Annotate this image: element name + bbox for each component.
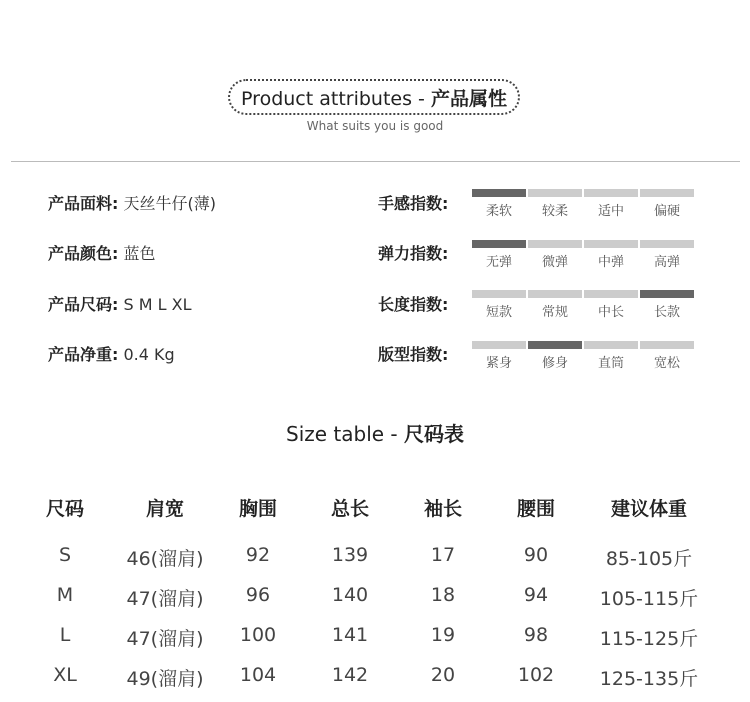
index-fit-segment	[528, 341, 582, 349]
table-cell-weight: 85-105斤	[605, 548, 693, 570]
table-cell-length: 139	[331, 544, 369, 566]
table-cell-chest: 96	[245, 584, 271, 606]
table-cell-size: L	[59, 624, 71, 646]
table-cell-shoulder: 49(溜肩)	[126, 668, 204, 690]
table-cell-size: XL	[53, 664, 77, 686]
table-cell-sleeve: 20	[430, 664, 456, 686]
table-cell-shoulder: 46(溜肩)	[126, 548, 204, 570]
table-cell-waist: 94	[523, 584, 549, 606]
index-fit-option-label: 宽松	[653, 356, 680, 371]
attr-color	[48, 241, 156, 264]
attr-weight	[48, 342, 175, 365]
table-cell-sleeve: 17	[430, 544, 456, 566]
attr-fabric-label: 产品面料:	[48, 194, 119, 213]
attr-weight-label: 产品净重:	[48, 345, 119, 364]
attr-color-value: 蓝色	[118, 244, 156, 263]
table-cell-size: S	[58, 544, 72, 566]
attr-color-label: 产品颜色:	[48, 244, 119, 263]
table-cell-chest: 92	[245, 544, 271, 566]
index-elasticity-option-label: 微弹	[541, 255, 568, 270]
index-length-option-label: 长款	[653, 305, 680, 320]
index-length-segment	[584, 290, 638, 298]
table-header-shoulder: 肩宽	[145, 498, 184, 520]
table-cell-sleeve: 19	[430, 624, 456, 646]
divider	[11, 161, 740, 162]
index-length-segment	[640, 290, 694, 298]
section-title-badge	[228, 79, 520, 115]
attr-size	[48, 292, 192, 315]
section-subtitle: What suits you is good	[306, 119, 444, 133]
index-feel-segment	[640, 189, 694, 197]
table-cell-waist: 102	[517, 664, 555, 686]
index-elasticity-segment	[640, 240, 694, 248]
index-fit-option-label: 紧身	[485, 356, 512, 371]
index-length-option-label: 常规	[541, 305, 568, 320]
size-table-title-en: Size table -	[286, 422, 404, 446]
index-elasticity-segment	[528, 240, 582, 248]
table-cell-size: M	[56, 584, 74, 606]
table-cell-waist: 98	[523, 624, 549, 646]
table-cell-chest: 104	[239, 664, 277, 686]
index-elasticity-option-label: 无弹	[485, 255, 512, 270]
attr-size-label: 产品尺码:	[48, 295, 119, 314]
table-cell-length: 141	[331, 624, 369, 646]
table-cell-shoulder: 47(溜肩)	[126, 628, 204, 650]
index-length-label: 长度指数:	[378, 295, 449, 314]
attr-fabric	[48, 191, 216, 214]
table-cell-weight: 115-125斤	[599, 628, 699, 650]
section-title	[241, 84, 507, 111]
index-elasticity-option-label: 高弹	[653, 255, 680, 270]
index-fit-option-label: 直筒	[597, 356, 624, 371]
table-cell-sleeve: 18	[430, 584, 456, 606]
table-header-waist: 腰围	[516, 498, 555, 520]
index-length-segment	[472, 290, 526, 298]
table-header-size: 尺码	[45, 498, 84, 520]
index-feel-segment	[584, 189, 638, 197]
index-fit-segment	[640, 341, 694, 349]
index-elasticity-option-label: 中弹	[597, 255, 624, 270]
table-header-sleeve: 袖长	[423, 498, 462, 520]
size-table-title-cn: 尺码表	[404, 422, 464, 446]
index-elasticity-label: 弹力指数:	[378, 244, 449, 263]
index-length-option-label: 短款	[485, 305, 512, 320]
section-title-en: Product attributes -	[241, 87, 431, 110]
table-cell-weight: 105-115斤	[599, 588, 699, 610]
index-fit-segment	[472, 341, 526, 349]
table-cell-length: 142	[331, 664, 369, 686]
table-cell-length: 140	[331, 584, 369, 606]
index-elasticity-segment	[584, 240, 638, 248]
table-header-weight: 建议体重	[610, 498, 687, 520]
table-cell-chest: 100	[239, 624, 277, 646]
index-elasticity-segment	[472, 240, 526, 248]
index-feel-segment	[528, 189, 582, 197]
index-length-segment	[528, 290, 582, 298]
table-cell-shoulder: 47(溜肩)	[126, 588, 204, 610]
attr-fabric-value: 天丝牛仔(薄)	[118, 194, 216, 213]
index-feel-option-label: 偏硬	[653, 204, 680, 219]
index-fit-label: 版型指数:	[378, 345, 449, 364]
table-cell-weight: 125-135斤	[599, 668, 699, 690]
index-fit-option-label: 修身	[541, 356, 568, 371]
index-feel-label: 手感指数:	[378, 194, 449, 213]
index-length-option-label: 中长	[597, 305, 624, 320]
index-fit-segment	[584, 341, 638, 349]
index-feel-segment	[472, 189, 526, 197]
table-header-chest: 胸围	[238, 498, 277, 520]
index-feel-option-label: 较柔	[541, 204, 568, 219]
index-feel-option-label: 柔软	[485, 204, 512, 219]
table-cell-waist: 90	[523, 544, 549, 566]
size-table-title	[0, 418, 750, 447]
attr-weight-value: 0.4 Kg	[118, 345, 175, 364]
attr-size-value: S M L XL	[118, 295, 192, 314]
table-header-length: 总长	[330, 498, 369, 520]
index-feel-option-label: 适中	[597, 204, 624, 219]
section-title-cn: 产品属性	[430, 87, 507, 110]
